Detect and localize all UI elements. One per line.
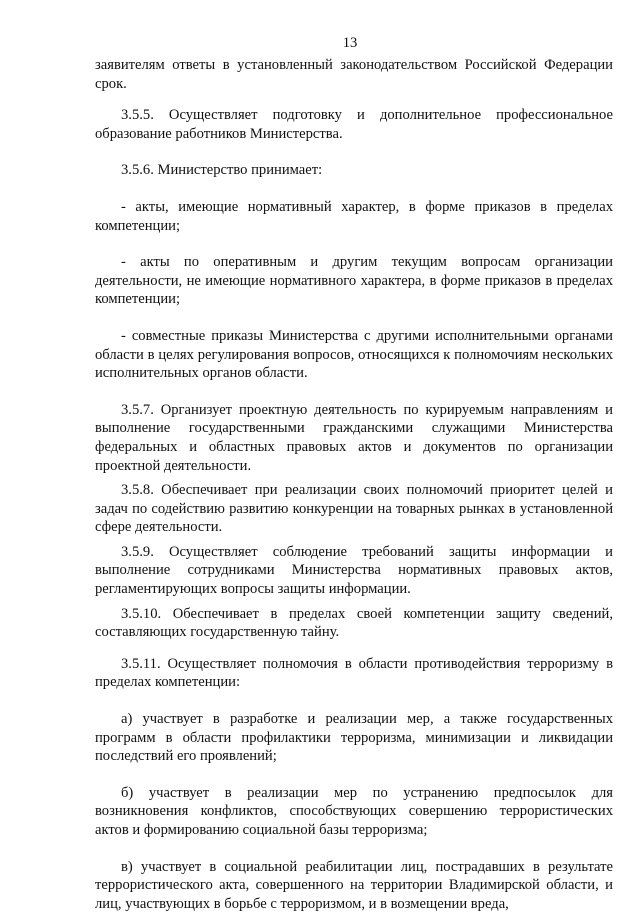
list-item-c: в) участвует в социальной реабилитации лиц, пострадавших в результате террористического акта, совершенного на территории Владимирской области, и лиц, участвующих в борьбе с терроризмом, и в возмещении вреда, — [95, 858, 613, 912]
paragraph-3-5-9: 3.5.9. Осуществляет соблюдение требований защиты информации и выполнение сотрудниками Министерства нормативных правовых актов, регламентирующих вопросы защиты информации. — [95, 543, 613, 598]
page-number: 13 — [342, 35, 358, 51]
paragraph-3-5-10: 3.5.10. Обеспечивает в пределах своей компетенции защиту сведений, составляющих государственную тайну. — [95, 605, 613, 641]
paragraph-3-5-11: 3.5.11. Осуществляет полномочия в области противодействия терроризму в пределах компетенции: — [95, 655, 613, 691]
paragraph-continuation: заявителям ответы в установленный законодательством Российской Федерации срок. — [95, 57, 613, 92]
paragraph-3-5-7: 3.5.7. Организует проектную деятельность по курируемым направлениям и выполнение государственными гражданскими служащими Министерства федеральных и областных правовых актов и документов по организации проектной деятельности. — [95, 401, 613, 474]
list-item-operational-acts: - акты по оперативным и другим текущим вопросам организации деятельности, не имеющие нормативного характера, в форме приказов в пределах компетенции; — [95, 254, 613, 308]
paragraph-3-5-5: 3.5.5. Осуществляет подготовку и дополнительное профессиональное образование работников Министерства. — [95, 107, 613, 142]
list-item-b: б) участвует в реализации мер по устранению предпосылок для возникновения конфликтов, способствующих совершению террористических актов и формированию социальной базы терроризма; — [95, 784, 613, 838]
list-item-normative-acts: - акты, имеющие нормативный характер, в форме приказов в пределах компетенции; — [95, 198, 613, 234]
paragraph-3-5-8: 3.5.8. Обеспечивает при реализации своих полномочий приоритет целей и задач по содействию развитию конкуренции на товарных рынках в установленной сфере деятельности. — [95, 482, 613, 536]
paragraph-3-5-6: 3.5.6. Министерство принимает: — [121, 162, 323, 179]
document-body — [95, 56, 613, 913]
list-item-joint-orders: - совместные приказы Министерства с другими исполнительными органами области в целях регулирования вопросов, относящихся к полномочиям нескольких исполнительных органов области. — [95, 327, 613, 382]
list-item-a: а) участвует в разработке и реализации мер, а также государственных программ в области профилактики терроризма, минимизации и ликвидации последствий его проявлений; — [95, 711, 613, 765]
